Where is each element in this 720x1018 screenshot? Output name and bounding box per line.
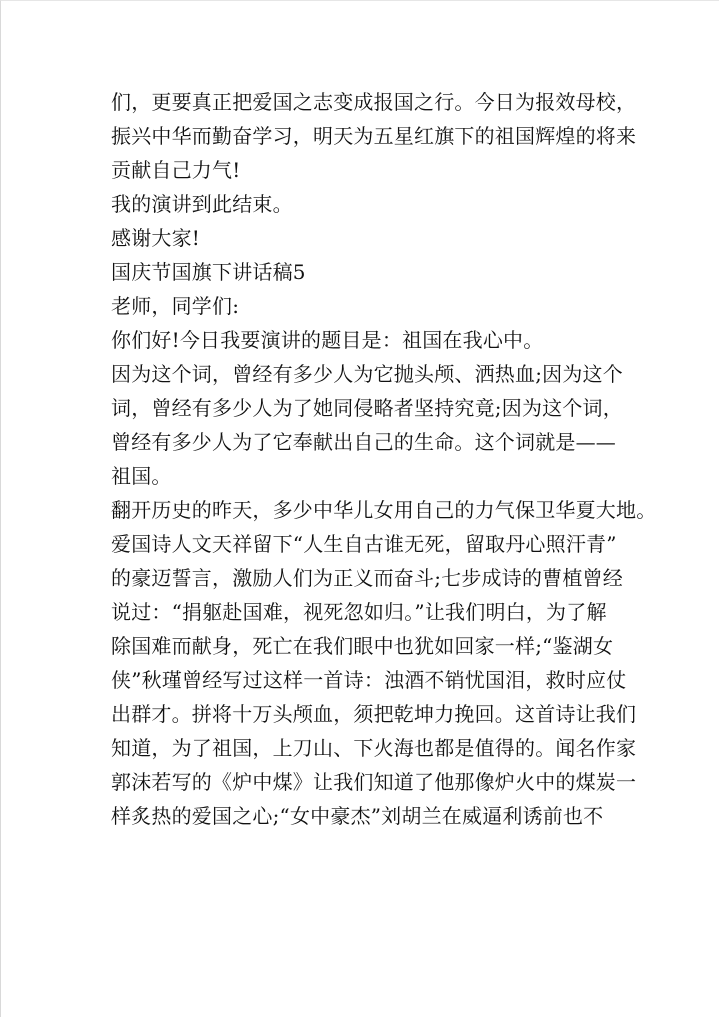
text-line: 出群才。拼将十万头颅血，须把乾坤力挽回。这首诗让我们	[111, 702, 637, 726]
text-line: 曾经有多少人为了它奉献出自己的生命。这个词就是——	[111, 430, 616, 454]
text-line: 祖国。	[111, 464, 172, 488]
text-line: 说过：“捐躯赴国难，视死忽如归。”让我们明白，为了解	[111, 600, 607, 624]
text-line: 振兴中华而勤奋学习，明天为五星红旗下的祖国辉煌的将来	[111, 124, 637, 148]
text-line: 知道，为了祖国，上刀山、下火海也都是值得的。闻名作家	[111, 736, 637, 760]
text-line: 的豪迈誓言，激励人们为正义而奋斗;七步成诗的曹植曾经	[111, 566, 623, 590]
text-line: 词，曾经有多少人为了她同侵略者坚持究竟;因为这个词，	[111, 396, 623, 420]
document-body	[111, 85, 657, 833]
salutation: 老师，同学们:	[111, 294, 240, 318]
text-line: 你们好!今日我要演讲的题目是：祖国在我心中。	[111, 328, 544, 352]
text-line: 翻开历史的昨天，多少中华儿女用自己的力气保卫华夏大地。	[111, 498, 657, 522]
text-line: 除国难而献身，死亡在我们眼中也犹如回家一样;“鉴湖女	[111, 634, 614, 658]
text-line: 侠”秋瑾曾经写过这样一首诗：浊酒不销忧国泪，救时应仗	[111, 668, 627, 692]
text-line: 们，更要真正把爱国之志变成报国之行。今日为报效母校，	[111, 90, 637, 114]
section-heading: 国庆节国旗下讲话稿5	[111, 260, 306, 284]
text-line: 爱国诗人文天祥留下“人生自古谁无死，留取丹心照汗青”	[111, 532, 617, 556]
text-line: 样炙热的爱国之心;“女中豪杰”刘胡兰在威逼利诱前也不	[111, 804, 604, 828]
text-line: 我的演讲到此结束。	[111, 192, 293, 216]
text-line: 感谢大家!	[111, 226, 201, 250]
text-line: 贡献自己力气!	[111, 158, 241, 182]
text-line: 郭沫若写的《炉中煤》让我们知道了他那像炉火中的煤炭一	[111, 770, 637, 794]
text-line: 因为这个词，曾经有多少人为它抛头颅、洒热血;因为这个	[111, 362, 623, 386]
